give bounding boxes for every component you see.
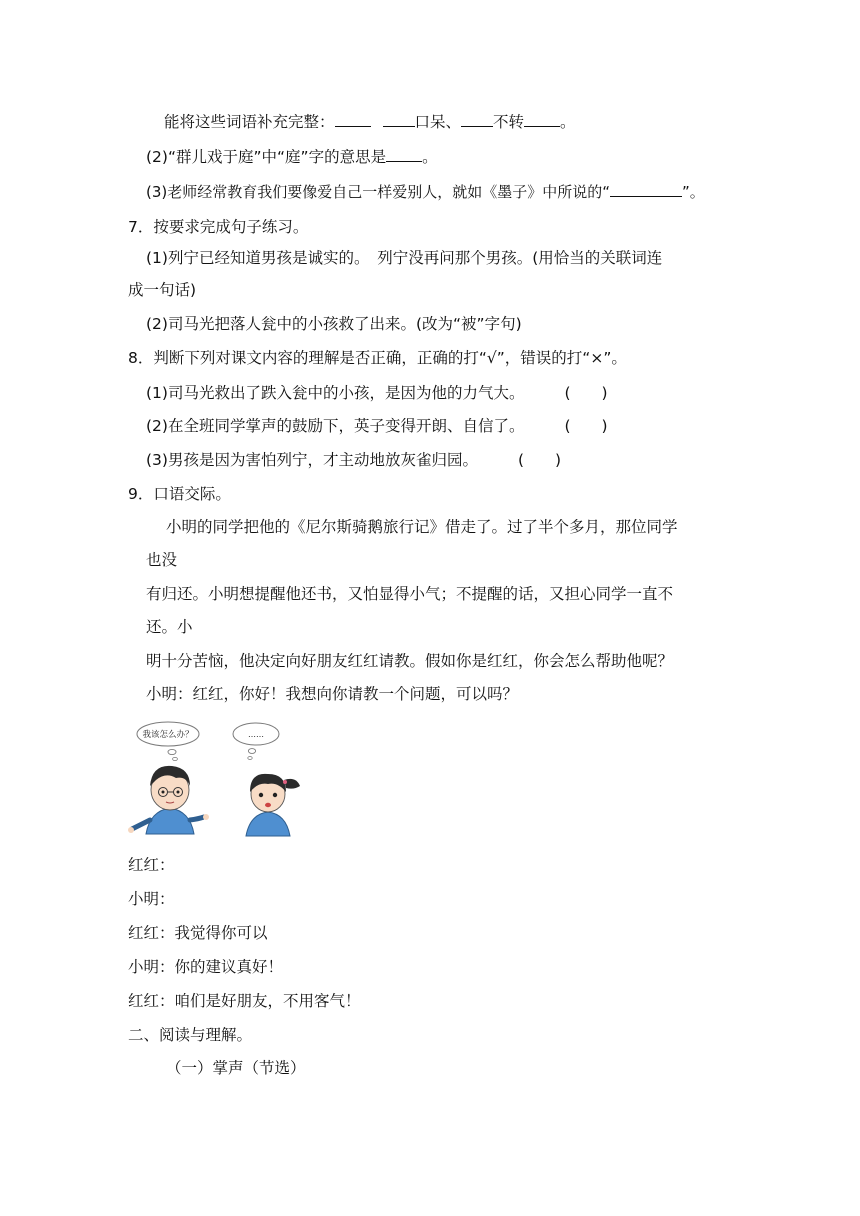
q9-paragraph-line: 有归还。小明想提醒他还书，又怕显得小气；不提醒的话，又担心同学一直不 [146, 585, 674, 603]
q6-item-2 [146, 147, 438, 167]
dialogue-line-4: 小明：你的建议真好！ [128, 958, 284, 976]
q9-paragraph-line: 也没 [146, 551, 178, 569]
q6-line-1-text: 。 [560, 113, 576, 131]
q9-opening-line: 小明：红红，你好！我想向你请教一个问题，可以吗？ [146, 685, 519, 703]
q7-item-2: (2)司马光把落人瓮中的小孩救了出来。(改为“被”字句) [146, 315, 522, 333]
q6-line-1-text: 能将这些词语补充完整： [164, 113, 335, 131]
q6-item-3-text: (3)老师经常教育我们要像爱自己一样爱别人，就如《墨子》中所说的“ [146, 183, 611, 201]
judge-box[interactable]: ( ) [564, 384, 608, 402]
answer-blank[interactable] [386, 147, 422, 162]
judge-box[interactable]: ( ) [564, 417, 608, 435]
q8-item-text: (2)在全班同学掌声的鼓励下，英子变得开朗、自信了。 [146, 417, 525, 435]
thought-bubble-right [233, 723, 279, 760]
q9-paragraph-line: 还。小 [146, 618, 193, 636]
answer-blank[interactable] [524, 112, 560, 127]
bubble-right-text: …… [248, 730, 264, 739]
q8-item-1 [146, 383, 608, 403]
two-children-illustration [128, 716, 314, 842]
boy-figure [128, 766, 209, 834]
thought-bubble-left [137, 722, 199, 761]
q9-paragraph-line: 明十分苦恼，他决定向好朋友红红请教。假如你是红红，你会怎么帮助他呢？ [146, 652, 674, 670]
q6-item-3 [146, 182, 705, 202]
q9-paragraph-line: 小明的同学把他的《尼尔斯骑鹅旅行记》借走了。过了半个多月，那位同学 [166, 518, 678, 536]
section-2-subtitle: （一）掌声（节选） [166, 1059, 306, 1077]
judge-box[interactable]: ( ) [517, 451, 562, 469]
bubble-left-text: 我该怎么办？ [142, 730, 194, 740]
q8-item-text: (1)司马光救出了跌入瓮中的小孩，是因为他的力气大。 [146, 384, 525, 402]
q6-line-1-text: 口呆、 [414, 113, 462, 131]
girl-figure [246, 774, 300, 836]
answer-blank[interactable] [461, 112, 493, 127]
answer-blank[interactable] [335, 112, 371, 127]
q6-item-2-text: (2)“群儿戏于庭”中“庭”字的意思是 [146, 148, 387, 166]
dialogue-line-5: 红红：咱们是好朋友，不用客气！ [128, 992, 361, 1010]
q7-item-1-line-2: 成一句话) [128, 281, 197, 299]
q6-item-3-text: ”。 [682, 183, 705, 201]
q6-line-1-text: 不转 [493, 113, 525, 131]
q8-title: 8．判断下列对课文内容的理解是否正确，正确的打“√”，错误的打“×”。 [128, 349, 627, 367]
q6-line-1 [164, 112, 576, 132]
dialogue-line-1: 红红： [128, 856, 175, 874]
q7-item-1-line-1: (1)列宁已经知道男孩是诚实的。 列宁没再问那个男孩。(用恰当的关联词连 [146, 249, 663, 267]
dialogue-line-3: 红红：我觉得你可以 [128, 924, 268, 942]
answer-blank[interactable] [383, 112, 415, 127]
answer-blank[interactable] [610, 182, 682, 197]
dialogue-line-2: 小明： [128, 890, 175, 908]
q8-item-text: (3)男孩是因为害怕列宁，才主动地放灰雀归园。 [146, 451, 478, 469]
q8-item-3 [146, 450, 561, 470]
q8-item-2 [146, 416, 608, 436]
q9-title: 9．口语交际。 [128, 485, 231, 503]
section-2-title: 二、阅读与理解。 [128, 1026, 253, 1044]
q7-title: 7．按要求完成句子练习。 [128, 218, 309, 236]
q6-item-2-text: 。 [422, 148, 438, 166]
